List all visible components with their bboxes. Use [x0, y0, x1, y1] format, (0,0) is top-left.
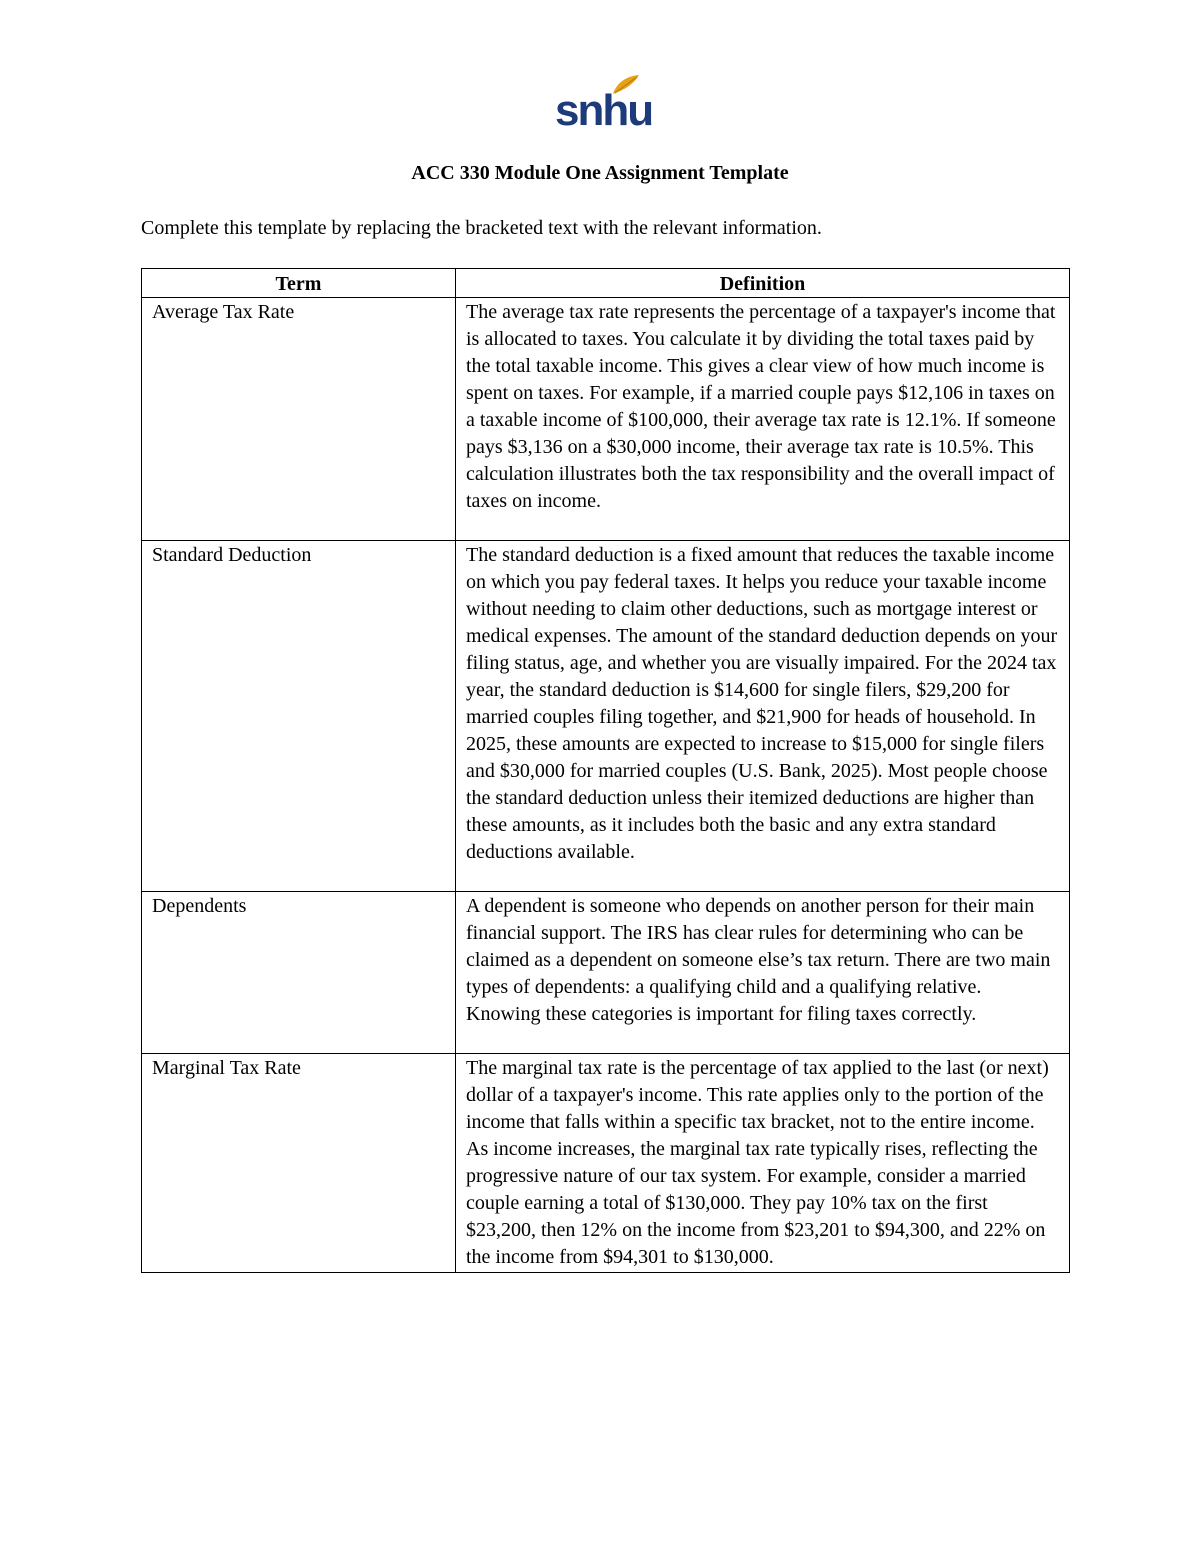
terms-table [141, 268, 1070, 1273]
instructions-text: Complete this template by replacing the bracketed text with the relevant information. [141, 217, 822, 239]
definition-cell: The marginal tax rate is the percentage of tax applied to the last (or next) dollar of a taxpayer's income. This rate applies only to the portion of the income that falls within a specific tax bracket, not to the entire income. As income increases, the marginal tax rate typically rises, reflecting the progressive nature of our tax system. For example, consider a married couple earning a total of $130,000. They pay 10% tax on the first $23,200, then 12% on the income from $23,201 to $94,300, and 22% on the income from $94,301 to $130,000. [456, 1054, 1070, 1273]
definition-cell: The standard deduction is a fixed amount that reduces the taxable income on which you pay federal taxes. It helps you reduce your taxable income without needing to claim other deductions, such as mortgage interest or medical expenses. The amount of the standard deduction depends on your filing status, age, and whether you are visually impaired. For the 2024 tax year, the standard deduction is $14,600 for single filers, $29,200 for married couples filing together, and $21,900 for heads of household. In 2025, these amounts are expected to increase to $15,000 for single filers and $30,000 for married couples (U.S. Bank, 2025). Most people choose the standard deduction unless their itemized deductions are higher than these amounts, as it includes both the basic and any extra standard deductions available. [456, 541, 1070, 892]
term-cell: Dependents [142, 892, 456, 1054]
document-title: ACC 330 Module One Assignment Template [411, 162, 789, 184]
definition-column-header: Definition [456, 269, 1070, 298]
table-row [142, 1054, 1070, 1273]
snhu-logo [555, 74, 653, 135]
term-cell: Average Tax Rate [142, 298, 456, 541]
term-cell: Standard Deduction [142, 541, 456, 892]
table-row [142, 541, 1070, 892]
logo-wordmark: snhu [555, 86, 653, 135]
table-header-row [142, 269, 1070, 298]
table-row [142, 298, 1070, 541]
definition-cell: A dependent is someone who depends on another person for their main financial support. The IRS has clear rules for determining who can be claimed as a dependent on someone else’s tax return. There are two main types of dependents: a qualifying child and a qualifying relative. Knowing these categories is important for filing taxes correctly. [456, 892, 1070, 1054]
term-cell: Marginal Tax Rate [142, 1054, 456, 1273]
definition-cell: The average tax rate represents the percentage of a taxpayer's income that is allocated to taxes. You calculate it by dividing the total taxes paid by the total taxable income. This gives a clear view of how much income is spent on taxes. For example, if a married couple pays $12,106 in taxes on a taxable income of $100,000, their average tax rate is 12.1%. If someone pays $3,136 on a $30,000 income, their average tax rate is 10.5%. This calculation illustrates both the tax responsibility and the overall impact of taxes on income. [456, 298, 1070, 541]
term-column-header: Term [142, 269, 456, 298]
table-row [142, 892, 1070, 1054]
